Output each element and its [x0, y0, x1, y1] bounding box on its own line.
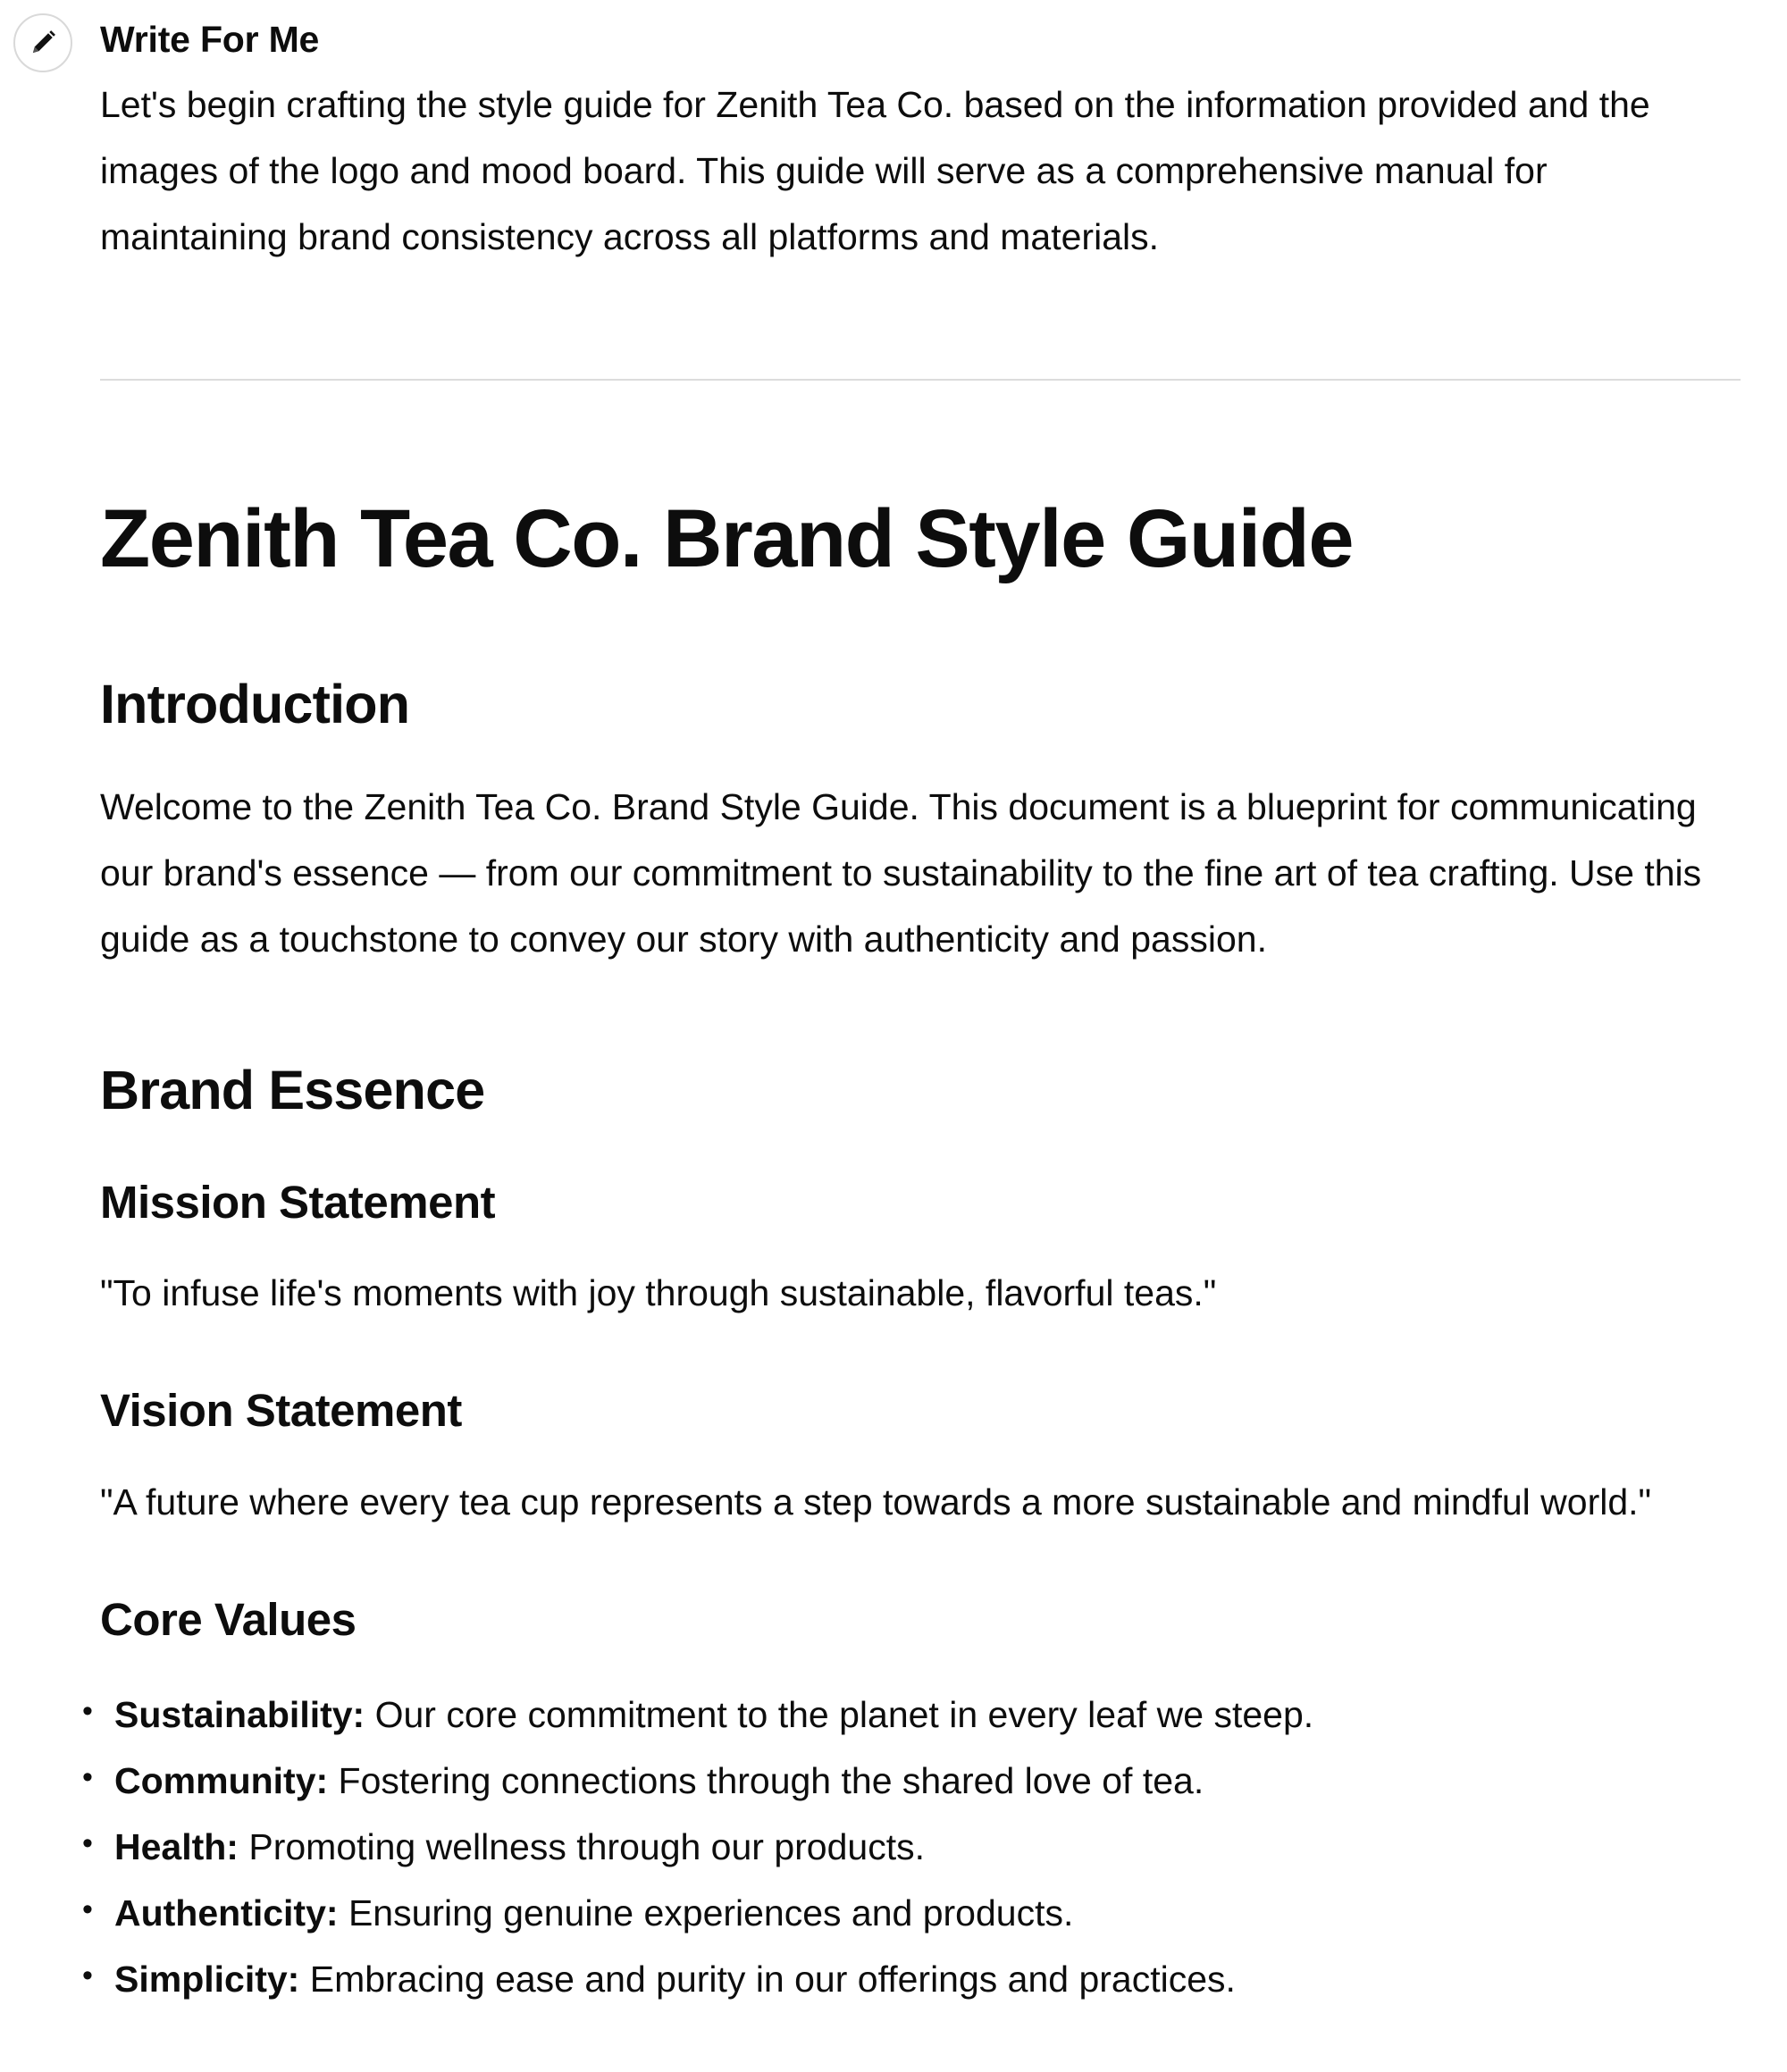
bullet-icon: •	[82, 1760, 93, 1794]
list-item	[82, 1880, 1741, 1946]
introduction-paragraph: Welcome to the Zenith Tea Co. Brand Style Guide. This document is a blueprint for communicating our brand's essence — from our commitment to sustainability to the fine art of tea crafting. Use this guide as a touchstone to convey our story with authenticity and passion.	[100, 786, 1702, 960]
value-text: Promoting wellness through our products.	[238, 1826, 925, 1867]
mission-heading: Mission Statement	[100, 1177, 496, 1228]
bullet-icon: •	[82, 1826, 93, 1860]
introduction-heading: Introduction	[100, 674, 410, 734]
list-item	[82, 1814, 1741, 1880]
core-values-list	[82, 1682, 1741, 2012]
list-item	[82, 1748, 1741, 1814]
bullet-icon: •	[82, 1959, 93, 1992]
divider	[100, 379, 1741, 381]
list-item	[82, 1682, 1741, 1748]
value-term: Authenticity:	[114, 1892, 339, 1934]
value-text: Ensuring genuine experiences and products.	[338, 1892, 1074, 1934]
value-term: Sustainability:	[114, 1694, 365, 1735]
page-title: Zenith Tea Co. Brand Style Guide	[100, 493, 1354, 584]
mission-paragraph: "To infuse life's moments with joy through sustainable, flavorful teas."	[100, 1272, 1217, 1313]
value-text: Our core commitment to the planet in every leaf we steep.	[365, 1694, 1314, 1735]
message-body	[100, 71, 1741, 270]
avatar	[13, 13, 72, 72]
pencil-icon	[26, 26, 60, 60]
brand-essence-heading: Brand Essence	[100, 1060, 485, 1120]
value-term: Community:	[114, 1760, 329, 1801]
value-term: Simplicity:	[114, 1959, 300, 2000]
vision-paragraph: "A future where every tea cup represents a step towards a more sustainable and mindful world."	[100, 1481, 1652, 1523]
author-name: Write For Me	[100, 19, 320, 60]
bullet-icon: •	[82, 1892, 93, 1926]
value-text: Fostering connections through the shared love of tea.	[328, 1760, 1204, 1801]
value-text: Embracing ease and purity in our offerings and practices.	[299, 1959, 1236, 2000]
bullet-icon: •	[82, 1694, 93, 1728]
vision-heading: Vision Statement	[100, 1385, 462, 1436]
list-item	[82, 1946, 1741, 2012]
value-term: Health:	[114, 1826, 239, 1867]
core-values-heading: Core Values	[100, 1594, 357, 1645]
intro-paragraph: Let's begin crafting the style guide for Zenith Tea Co. based on the information provided and the images of the logo and mood board. This guide will serve as a comprehensive manual for maintaining brand consistency across all platforms and materials.	[100, 84, 1650, 257]
